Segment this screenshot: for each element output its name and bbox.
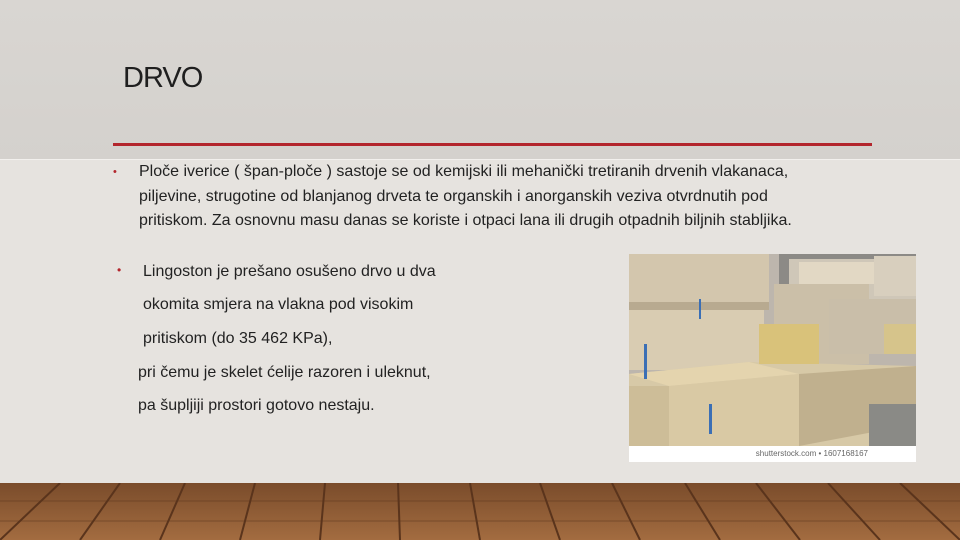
wood-floor-planks	[0, 483, 960, 540]
image-caption-text: shutterstock.com • 1607168167	[755, 449, 868, 458]
bullet-2-line-4: pri čemu je skelet ćelije razoren i uleknut,	[138, 364, 431, 381]
bullet-2-line-1: Lingoston je prešano osušeno drvo u dva	[143, 263, 436, 280]
bullet-2-line-3: pritiskom (do 35 462 KPa),	[143, 330, 333, 347]
warehouse-stacks-image	[629, 254, 916, 446]
bullet-dot-icon: •	[117, 263, 122, 277]
bullet-1-text: Ploče iverice ( špan-ploče ) sastoje se od kemijski ili mehanički tretiranih drvenih vlakanaca, piljevine, strugotine od blanjanog drveta te organskih i anorganskih veziva otvrdnutih pod pritiskom. Za osnovnu masu danas se koriste i otpaci lana ili drugih otpadnih biljnih stabljika.	[139, 163, 792, 229]
image-caption	[629, 446, 916, 462]
bullet-2-line-5: pa šupljiji prostori gotovo nestaju.	[138, 397, 375, 414]
bullet-2-line-2: okomita smjera na vlakna pod visokim	[143, 296, 414, 313]
slide-title: DRVO	[123, 62, 203, 94]
particleboard-photo	[629, 254, 916, 462]
bullet-dot-icon: •	[113, 166, 117, 178]
wood-floor	[0, 483, 960, 540]
title-accent-line	[113, 143, 872, 146]
